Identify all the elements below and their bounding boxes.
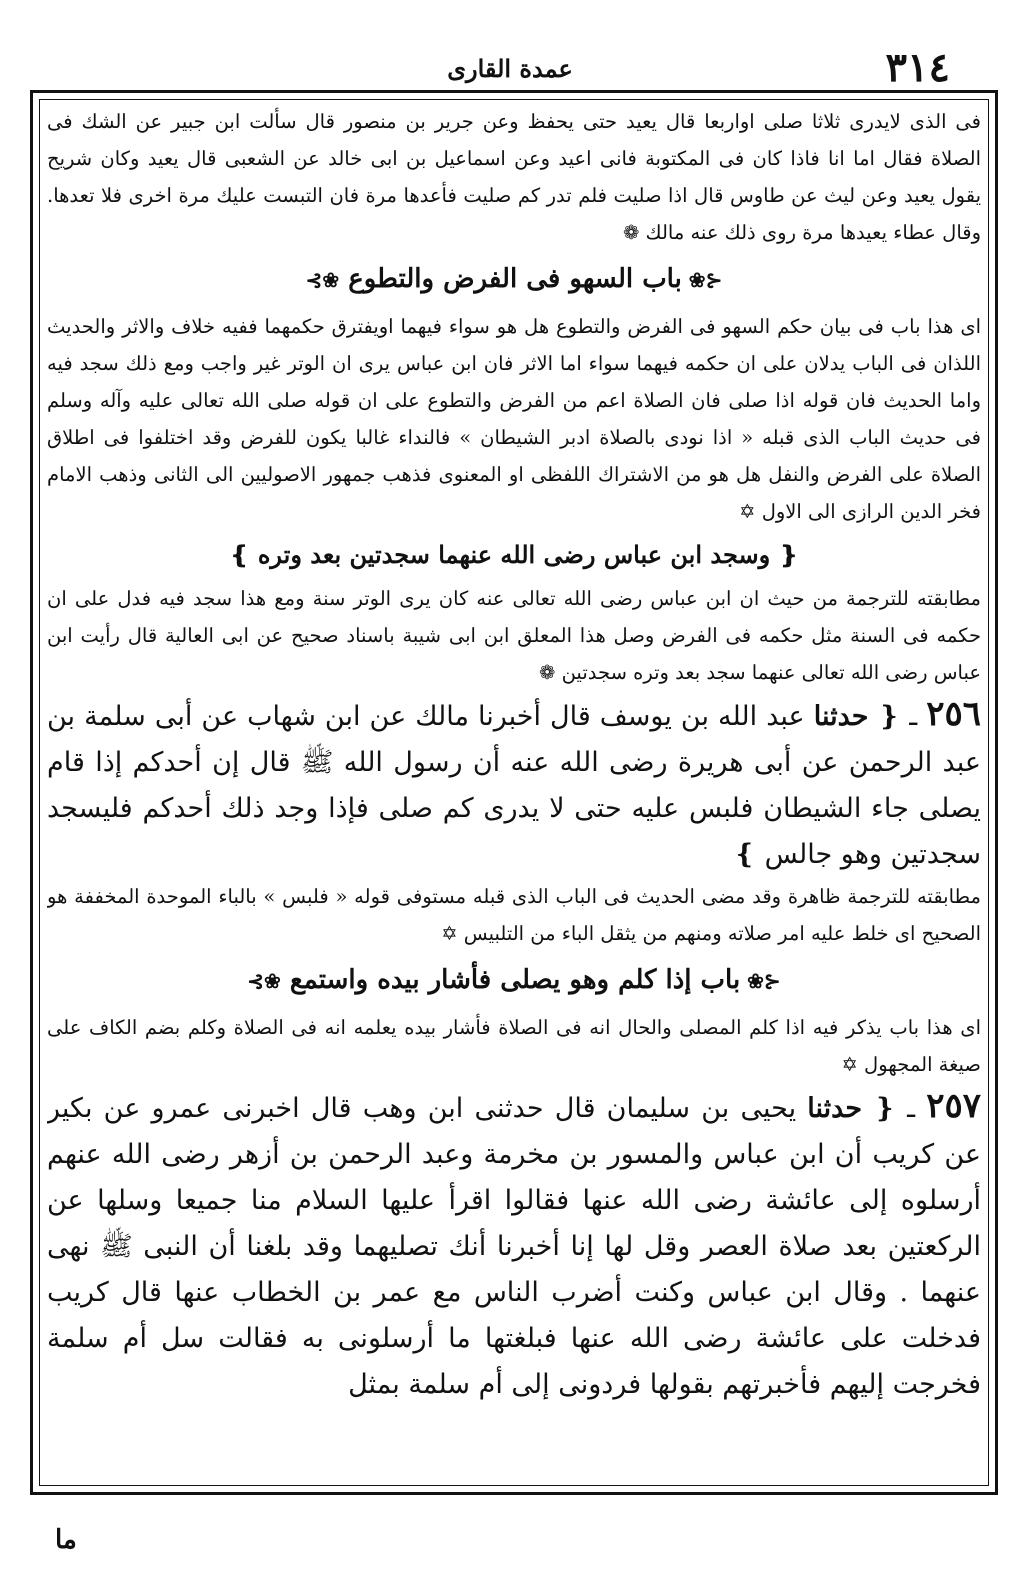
ornament-left-icon: ❀⊱ xyxy=(305,268,340,292)
chapter-heading xyxy=(47,253,981,306)
page-header xyxy=(30,40,990,90)
hadith-lead: حدثنا xyxy=(813,701,869,732)
running-title: عمدة القاری xyxy=(447,54,573,83)
bracket-close-icon: ❵ xyxy=(229,540,250,569)
hadith-number: ٢٥٧ xyxy=(926,1086,981,1126)
paragraph: ای هذا باب یذكر فیه اذا كلم المصلی والحال انه فی الصلاة فأشار بیده یعلمه انه فی الصلاة وكلم بضم الكاف علی صیغة المجهول ✡ xyxy=(47,1016,981,1076)
athar-text: وسجد ابن عباس رضی الله عنهما سجدتین بعد وتره xyxy=(257,540,771,569)
hadith-body: عبد الله بن یوسف قال أخبرنا مالك عن ابن شهاب عن أبی سلمة بن عبد الرحمن عن أبی هریرة رضی الله عنه أن رسول الله ﷺ قال إن أحدكم إذا قام یصلی جاء الشیطان فلبس علیه حتی لا یدری كم صلی فإذا وجد ذلك أحدكم فلیسجد سجدتین وهو جالس xyxy=(47,701,981,870)
ornament-right-icon: ⊰❀ xyxy=(681,268,723,292)
page-content xyxy=(47,103,981,1482)
signature-mark: ما xyxy=(55,1525,77,1555)
hadith-number: ٢٥٦ xyxy=(926,694,981,734)
hadith-lead: حدثنا xyxy=(807,1093,863,1124)
ornament-right-icon: ⊰❀ xyxy=(740,969,781,993)
athar-heading xyxy=(47,532,981,578)
chapter-title: باب إذا كلم وهو یصلی فأشار بیده واستمع xyxy=(289,965,741,995)
hadith-body: یحیی بن سلیمان قال حدثنی ابن وهب قال اخبرنی عمرو عن بكیر عن كریب أن ابن عباس والمسور بن مخرمة وعبد الرحمن بن أزهر رضی الله عنهم أرسلوه إلی عائشة رضی الله عنها فقالوا اقرأ علیها السلام منا جمیعا وسلها عن الركعتین بعد صلاة العصر وقل لها إنا أخبرنا أنك تصلیهما وقد بلغنا أن النبی ﷺ نهی عنهما . وقال ابن عباس وكنت أضرب الناس مع عمر بن الخطاب عنها قال كریب فدخلت علی عائشة رضی الله عنها فبلغتها ما أرسلونی به فقالت سل أم سلمة فخرجت إلیهم فأخبرتهم بقولها فردونی إلی أم سلمة بمثل xyxy=(47,1093,981,1400)
bracket-open-icon: ❴ xyxy=(770,540,799,569)
hadith-text xyxy=(47,1083,981,1408)
bracket-close-icon: ❵ xyxy=(733,839,756,870)
paragraph: فی الذی لایدری ثلاثا صلی اواربعا قال یعید حتی یحفظ وعن جریر بن منصور قال سألت ابن جبیر عن الشك فی الصلاة فقال اما انا فاذا كان فی المكتوبة فانی اعید وعن اسماعیل بن ابی خالد عن الشعبی قال یعید وكان شریح یقول یعید وعن لیث عن طاوس قال اذا صلیت فلم تدر كم صلیت فأعدها مرة فان التبست علیك مرة اخری فلا تعدها. وقال عطاء یعیدها مرة روی ذلك عنه مالك ❁ xyxy=(47,110,981,244)
chapter-title: باب السهو فی الفرض والتطوع xyxy=(348,264,682,294)
paragraph: مطابقته للترجمة ظاهرة وقد مضی الحدیث فی الباب الذی قبله مستوفی قوله « فلبس » بالباء الموحدة المخففة هو الصحیح ای خلط علیه امر صلاته ومنهم من یثقل الباء من التلبیس ✡ xyxy=(47,885,981,945)
dash-icon: ـ ❴ xyxy=(868,701,918,732)
paragraph: مطابقته للترجمة من حیث ان ابن عباس رضی الله تعالی عنه كان یری الوتر سنة ومع هذا سجد فیه فدل علی ان حكمه فی السنة مثل حكمه فی الفرض وصل هذا المعلق ابن ابی شیبة باسناد صحیح عن ابی العالیة قال رأیت ابن عباس رضی الله تعالی عنهما سجد بعد وتره سجدتین ❁ xyxy=(47,587,981,684)
paragraph: ای هذا باب فی بیان حكم السهو فی الفرض والتطوع هل هو سواء فیهما اویفترق حكمهما ففیه خلاف والاثر والحدیث اللذان فی الباب یدلان علی ان حكمه فیهما سواء اما الاثر فان ابن عباس یری ان الوتر غیر واجب ومع ذلك سجد فیه واما الحدیث فان قوله اذا صلی فان الصلاة اعم من الفرض والتطوع علی ان قوله صلی الله تعالی علیه وآله وسلم فی حدیث الباب الذی قبله « اذا نودی بالصلاة ادبر الشیطان » فالنداء غالبا یكون للفرض وقد اختلفوا فی اطلاق الصلاة علی الفرض والنفل هل هو من الاشتراك اللفظی او المعنوی فذهب جمهور الاصولیین الی الثانی وذهب الامام فخر الدین الرازی الی الاول ✡ xyxy=(47,315,981,523)
chapter-heading xyxy=(47,954,981,1007)
ornament-left-icon: ❀⊱ xyxy=(247,969,281,993)
page-number: ٣١٤ xyxy=(885,44,950,91)
page-frame xyxy=(30,90,998,1495)
dash-icon: ـ ❴ xyxy=(862,1093,915,1124)
hadith-text xyxy=(47,691,981,878)
